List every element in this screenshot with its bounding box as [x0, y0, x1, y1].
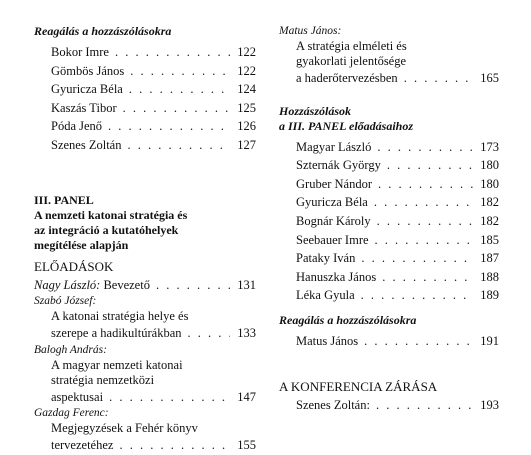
heading-line: a III. PANEL előadásaihoz — [279, 118, 414, 133]
page-number: 122 — [237, 63, 256, 78]
entry-name: Szenes Zoltán: — [296, 397, 370, 412]
toc-left-column — [34, 24, 256, 455]
panel-title: III. PANEL — [34, 192, 94, 207]
entry-name: Magyar László — [296, 139, 372, 154]
page-number: 180 — [480, 176, 499, 191]
toc-entry — [34, 99, 256, 118]
entry-name: Léka Gyula — [296, 288, 355, 303]
page-number: 165 — [480, 71, 499, 85]
toc-entry — [34, 43, 256, 62]
dot-leader — [387, 156, 473, 175]
page-number: 147 — [237, 389, 256, 404]
toc-entry — [279, 156, 499, 175]
section-heading-comments — [279, 104, 499, 134]
lecture-title-line: a haderőtervezésben — [296, 71, 398, 85]
dot-leader — [109, 388, 230, 407]
lectures-heading: ELŐADÁSOK — [34, 258, 114, 274]
entry-name: Pataky Iván — [296, 251, 356, 266]
lecture-title-line: A magyar nemzeti katonai — [51, 357, 183, 372]
page-number: 127 — [237, 137, 256, 152]
toc-entry — [279, 138, 499, 157]
dot-leader — [123, 99, 230, 118]
page-number: 180 — [480, 158, 499, 173]
dot-leader — [119, 436, 230, 455]
page-number: 124 — [237, 82, 256, 97]
lecture-author: Nagy László: — [34, 277, 101, 292]
toc-entry — [279, 212, 499, 231]
lecture-author: Matus János: — [279, 25, 342, 37]
toc-entry — [279, 193, 499, 212]
page-number: 126 — [237, 119, 256, 134]
page-number: 133 — [237, 326, 256, 341]
toc-entry-lecture — [34, 324, 256, 343]
dot-leader — [361, 249, 473, 268]
toc-entry-lecture — [279, 69, 499, 88]
dot-leader — [129, 80, 230, 99]
page-number: 189 — [480, 288, 499, 303]
dot-leader — [108, 117, 230, 136]
dot-leader — [378, 175, 473, 194]
entry-name: Kaszás Tibor — [51, 100, 117, 115]
panel-subtitle-line: az integráció a kutatóhelyek — [34, 222, 179, 237]
closing-heading: A KONFERENCIA ZÁRÁSA — [279, 378, 438, 394]
page-number: 191 — [480, 333, 499, 348]
dot-leader — [376, 396, 473, 415]
toc-right-column — [279, 24, 499, 414]
lecture-title-line: A katonai stratégia helye és — [51, 309, 189, 324]
entry-name: Bognár Károly — [296, 213, 371, 228]
dot-leader — [377, 212, 473, 231]
comments-list — [279, 138, 499, 305]
page-number: 188 — [480, 269, 499, 284]
entry-name: Szternák György — [296, 158, 381, 173]
toc-entry-lecture — [34, 388, 256, 407]
toc-entry — [279, 396, 499, 415]
entry-name: Gyuricza Béla — [296, 195, 368, 210]
panel-subtitle-line: A nemzeti katonai stratégia és — [34, 207, 188, 222]
toc-entry — [279, 268, 499, 287]
reactions-list — [34, 43, 256, 155]
page-number: 131 — [237, 277, 256, 292]
lecture-author: Balogh András: — [34, 343, 107, 356]
toc-entry — [279, 286, 499, 305]
page-number: 182 — [480, 195, 499, 210]
page-number: 182 — [480, 213, 499, 228]
entry-name: Gömbös János — [51, 63, 125, 78]
toc-entry-lecture — [34, 436, 256, 455]
page-number: 122 — [237, 45, 256, 59]
lecture-title: Bevezető — [103, 277, 150, 292]
page-number: 185 — [480, 232, 499, 247]
entry-name: Gyuricza Béla — [51, 82, 123, 97]
toc-entry — [34, 136, 256, 155]
page-number: 125 — [237, 100, 256, 115]
entry-name: Szenes Zoltán — [51, 137, 122, 152]
lecture-title-line: A stratégia elméleti és — [296, 39, 407, 53]
lecture-title-line: stratégia nemzetközi — [51, 372, 155, 387]
lecture-author: Gazdag Ferenc: — [34, 407, 109, 420]
heading-line: Hozzászólások — [279, 103, 352, 118]
toc-entry — [34, 80, 256, 99]
toc-entry — [279, 231, 499, 250]
entry-name: Gruber Nándor — [296, 176, 373, 191]
toc-entry-lecture — [34, 276, 256, 295]
section-heading-reactions: Reagálás a hozzászólásokra — [34, 24, 172, 38]
page-number: 193 — [480, 397, 499, 412]
lecture-title-line: gyakorlati jelentősége — [296, 54, 407, 68]
lecture-title-line: aspektusai — [51, 389, 104, 404]
entry-name: Bokor Imre — [51, 45, 109, 59]
lecture-title-line: tervezetéhez — [51, 438, 114, 453]
dot-leader — [382, 268, 473, 287]
toc-entry — [279, 249, 499, 268]
toc-entry — [34, 62, 256, 81]
entry-name: Seebauer Imre — [296, 232, 369, 247]
dot-leader — [364, 332, 473, 351]
dot-leader — [130, 62, 230, 81]
entry-name: Hanuszka János — [296, 269, 377, 284]
page-number: 173 — [480, 139, 499, 154]
entry-name: Póda Jenő — [51, 119, 103, 134]
panel-heading — [34, 193, 256, 253]
lecture-title-line: szerepe a hadikultúrákban — [51, 326, 182, 341]
dot-leader — [156, 276, 230, 295]
dot-leader — [188, 324, 231, 343]
section-heading-reactions: Reagálás a hozzászólásokra — [279, 312, 417, 327]
dot-leader — [361, 286, 473, 305]
dot-leader — [115, 43, 230, 62]
entry-name: Matus János — [296, 333, 359, 348]
lecture-author: Szabó József: — [34, 295, 97, 308]
toc-entry — [34, 117, 256, 136]
dot-leader — [127, 136, 230, 155]
page-number: 187 — [480, 251, 499, 266]
lecture-title-line: Megjegyzések a Fehér könyv — [51, 421, 198, 436]
toc-entry — [279, 175, 499, 194]
dot-leader — [374, 193, 473, 212]
page-number: 155 — [237, 438, 256, 453]
dot-leader — [377, 138, 473, 157]
dot-leader — [404, 69, 473, 88]
dot-leader — [375, 231, 473, 250]
panel-subtitle-line: megítélése alapján — [34, 237, 129, 252]
toc-entry — [279, 332, 499, 351]
